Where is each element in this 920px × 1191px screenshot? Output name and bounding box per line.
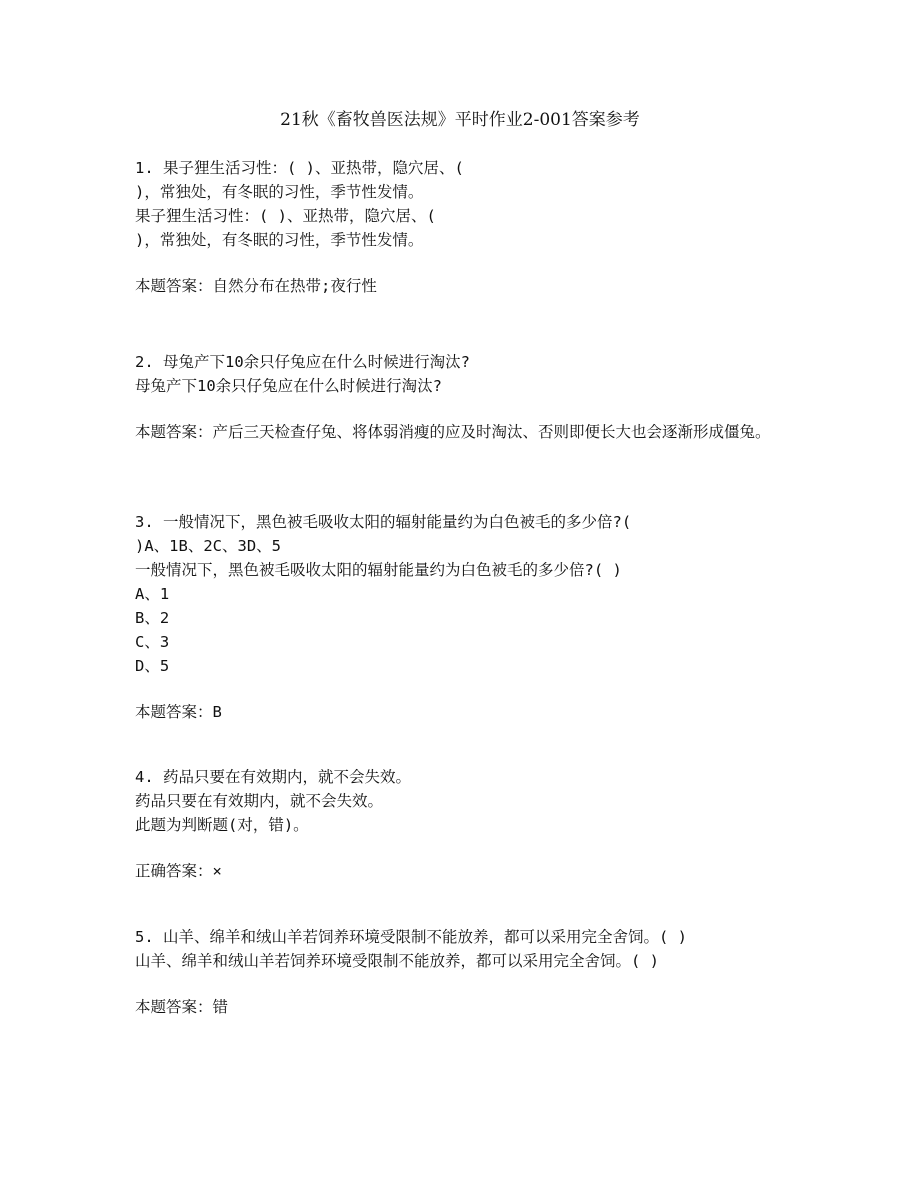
question-5 xyxy=(135,925,795,1021)
question-3-line-2: )A、1B、2C、3D、5 xyxy=(135,537,281,555)
question-1-answer: 本题答案：自然分布在热带;夜行性 xyxy=(135,277,377,295)
question-1 xyxy=(135,156,795,350)
question-1-line-1: 1. 果子狸生活习性：( )、亚热带，隐穴居、( xyxy=(135,159,464,177)
question-2 xyxy=(135,350,795,510)
question-3-option-c: C、3 xyxy=(135,633,170,651)
question-3 xyxy=(135,510,795,765)
question-3-answer: 本题答案：B xyxy=(135,703,222,721)
question-1-line-2: )，常独处，有冬眠的习性，季节性发情。 xyxy=(135,183,424,201)
question-3-line-1: 3. 一般情况下，黑色被毛吸收太阳的辐射能量约为白色被毛的多少倍?( xyxy=(135,513,632,531)
question-5-answer: 本题答案：错 xyxy=(135,998,229,1016)
document-content xyxy=(135,156,795,1021)
question-4-answer: 正确答案：× xyxy=(135,862,222,880)
question-3-option-b: B、2 xyxy=(135,609,170,627)
question-3-option-a: A、1 xyxy=(135,585,170,603)
question-1-line-3: 果子狸生活习性：( )、亚热带，隐穴居、( xyxy=(135,207,436,225)
question-2-line-2: 母兔产下10余只仔兔应在什么时候进行淘汰? xyxy=(135,377,442,395)
question-4 xyxy=(135,765,795,925)
question-4-line-1: 4. 药品只要在有效期内，就不会失效。 xyxy=(135,768,411,786)
question-3-line-3: 一般情况下，黑色被毛吸收太阳的辐射能量约为白色被毛的多少倍?( ) xyxy=(135,561,622,579)
question-1-line-4: )，常独处，有冬眠的习性，季节性发情。 xyxy=(135,231,424,249)
question-2-answer: 本题答案：产后三天检查仔兔、将体弱消瘦的应及时淘汰、否则即便长大也会逐渐形成僵兔。 xyxy=(135,423,771,441)
question-4-line-2: 药品只要在有效期内，就不会失效。 xyxy=(135,792,384,810)
question-2-line-1: 2. 母兔产下10余只仔兔应在什么时候进行淘汰? xyxy=(135,353,470,371)
question-5-line-1: 5. 山羊、绵羊和绒山羊若饲养环境受限制不能放养，都可以采用完全舍饲。( ) xyxy=(135,928,687,946)
question-3-option-d: D、5 xyxy=(135,657,170,675)
question-5-line-2: 山羊、绵羊和绒山羊若饲养环境受限制不能放养，都可以采用完全舍饲。( ) xyxy=(135,952,659,970)
question-4-line-3: 此题为判断题(对，错)。 xyxy=(135,816,309,834)
document-title: 21秋《畜牧兽医法规》平时作业2-001答案参考 xyxy=(280,110,640,130)
